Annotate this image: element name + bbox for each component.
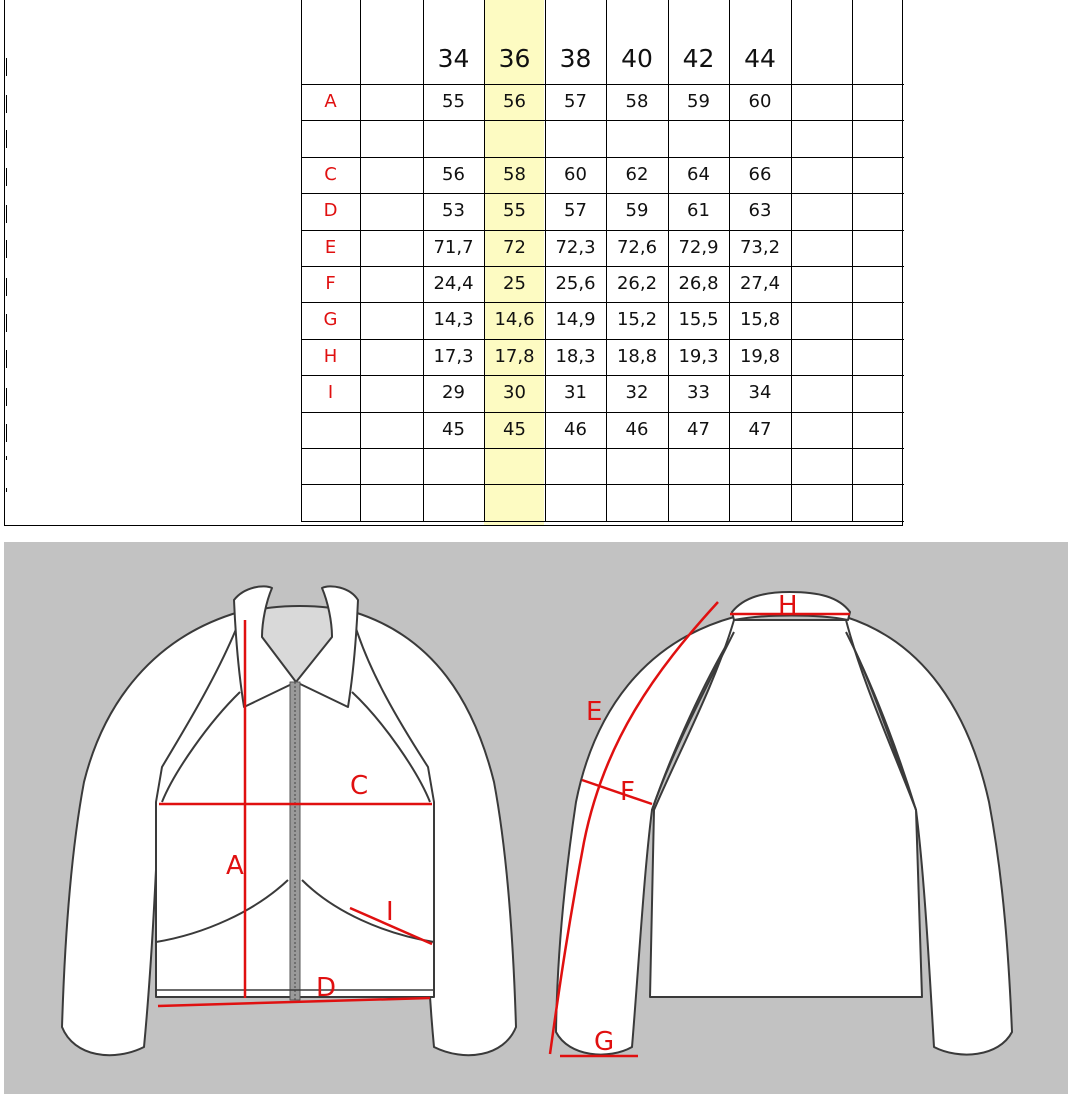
table-cell: 19,8: [739, 346, 781, 367]
label-F: F: [620, 777, 635, 807]
cropped-text-fragment: [6, 388, 7, 406]
table-cell: 64: [687, 164, 710, 185]
table-cell: 29: [442, 382, 465, 403]
table-cell: 72,6: [616, 237, 658, 258]
label-C: C: [350, 771, 369, 801]
row-divider: [301, 448, 904, 449]
table-cell: 15,8: [739, 309, 781, 330]
table-cell: 59: [687, 91, 710, 112]
measurement-letter: E: [324, 237, 337, 258]
jacket-technical-sketch: [4, 542, 1068, 1094]
table-cell: 59: [625, 200, 649, 221]
row-divider: [301, 484, 904, 485]
table-cell: 72,3: [555, 237, 596, 258]
table-cell: 17,8: [494, 346, 535, 367]
table-cell: 31: [564, 382, 587, 403]
size-header-44: 44: [744, 44, 776, 73]
table-cell: 57: [564, 91, 587, 112]
size-chart-table: [4, 0, 903, 526]
table-cell: 15,2: [616, 309, 658, 330]
measurement-letter: C: [324, 164, 337, 185]
cropped-text-fragment: [6, 205, 7, 223]
table-cell: 27,4: [739, 273, 781, 294]
table-cell: 56: [442, 164, 465, 185]
measurement-letter: I: [327, 382, 334, 403]
table-cell: 45: [442, 419, 465, 440]
measurement-letter: G: [323, 309, 338, 330]
table-cell: 56: [503, 91, 526, 112]
cropped-text-fragment: [6, 488, 7, 492]
table-cell: 32: [625, 382, 649, 403]
row-divider: [301, 521, 904, 522]
label-A: A: [226, 851, 244, 881]
cropped-text-fragment: [6, 240, 7, 258]
table-cell: 62: [625, 164, 649, 185]
table-cell: 18,8: [616, 346, 658, 367]
table-cell: 14,6: [494, 309, 535, 330]
table-cell: 25,6: [555, 273, 596, 294]
table-cell: 30: [503, 382, 526, 403]
table-cell: 46: [564, 419, 587, 440]
table-cell: 47: [748, 419, 772, 440]
size-header-38: 38: [559, 44, 592, 73]
table-cell: 17,3: [433, 346, 474, 367]
size-header-42: 42: [682, 44, 715, 73]
cropped-text-fragment: [6, 350, 7, 368]
table-cell: 46: [625, 419, 649, 440]
size-header-36: 36: [498, 44, 531, 73]
label-H: H: [778, 591, 798, 621]
table-cell: 25: [503, 273, 526, 294]
cropped-text-fragment: [6, 168, 7, 186]
cropped-text-fragment: [6, 58, 7, 76]
table-cell: 66: [748, 164, 772, 185]
label-G: G: [594, 1027, 615, 1057]
table-cell: 26,2: [616, 273, 658, 294]
column-divider: [360, 0, 361, 521]
table-cell: 72,9: [678, 237, 719, 258]
label-D: D: [316, 973, 337, 1003]
label-I: I: [386, 897, 394, 927]
table-cell: 55: [503, 200, 526, 221]
table-cell: 57: [564, 200, 587, 221]
table-cell: 53: [442, 200, 465, 221]
front-zipper: [290, 682, 300, 1000]
measurement-letter: A: [324, 91, 337, 112]
table-cell: 55: [442, 91, 465, 112]
table-cell: 61: [687, 200, 710, 221]
table-cell: 58: [503, 164, 526, 185]
table-cell: 72: [503, 237, 526, 258]
row-divider: [301, 120, 904, 121]
sketch-svg: [4, 542, 1068, 1094]
column-divider: [791, 0, 792, 521]
table-cell: 24,4: [433, 273, 474, 294]
table-cell: 14,3: [433, 309, 474, 330]
measurement-letter: F: [325, 273, 336, 294]
measurement-letter: H: [323, 346, 338, 367]
size-header-40: 40: [621, 44, 653, 73]
cropped-text-fragment: [6, 314, 7, 332]
table-cell: 45: [503, 419, 526, 440]
table-cell: 18,3: [555, 346, 596, 367]
table-cell: 34: [748, 382, 772, 403]
cropped-text-fragment: [6, 278, 7, 296]
label-E: E: [586, 697, 603, 727]
table-cell: 60: [748, 91, 772, 112]
table-cell: 15,5: [678, 309, 719, 330]
table-cell: 63: [748, 200, 772, 221]
table-cell: 58: [625, 91, 649, 112]
cropped-text-fragment: [6, 424, 7, 442]
cropped-text-fragment: [6, 95, 7, 113]
cropped-text-fragment: [6, 456, 7, 460]
table-cell: 33: [687, 382, 710, 403]
table-cell: 47: [687, 419, 710, 440]
table-cell: 73,2: [739, 237, 781, 258]
table-cell: 14,9: [555, 309, 596, 330]
column-divider: [852, 0, 853, 521]
measurement-letter: D: [323, 200, 338, 221]
table-cell: 60: [564, 164, 587, 185]
table-cell: 26,8: [678, 273, 719, 294]
table-cell: 19,3: [678, 346, 719, 367]
cropped-text-fragment: [6, 130, 7, 148]
size-header-34: 34: [437, 44, 470, 73]
table-cell: 71,7: [433, 237, 474, 258]
